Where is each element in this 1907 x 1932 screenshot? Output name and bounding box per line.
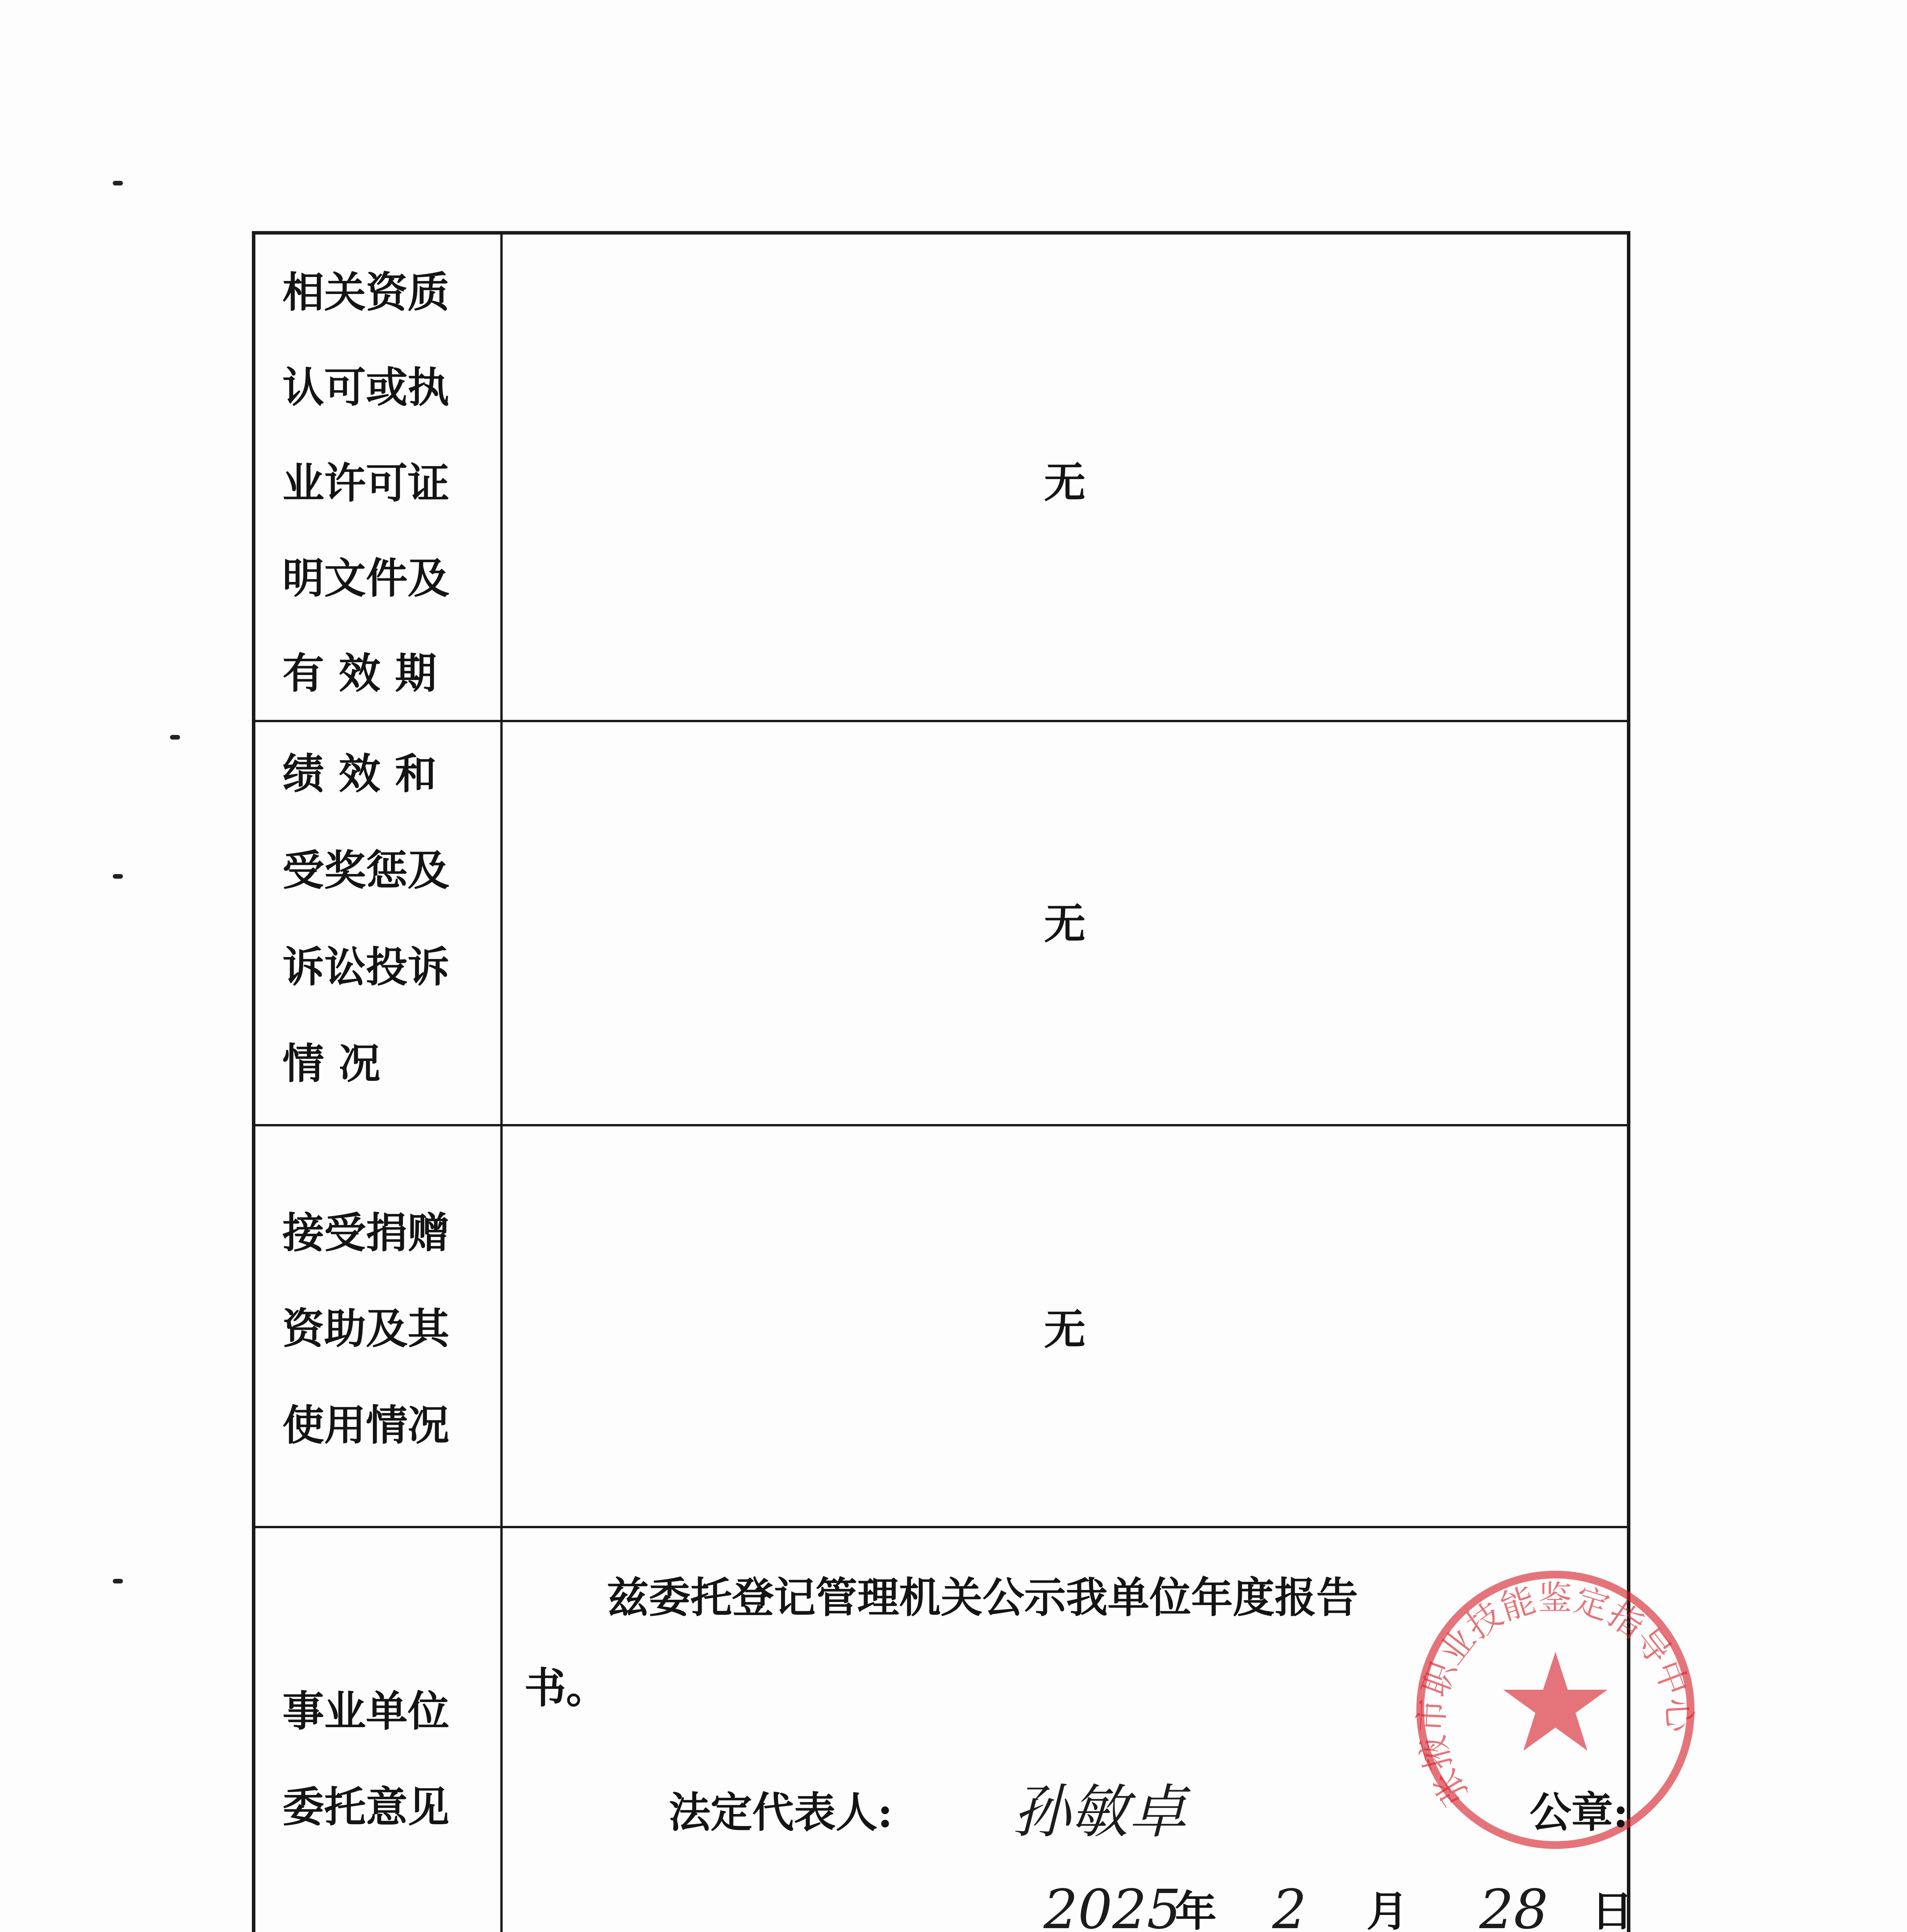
row-label-line: 有 效 期 bbox=[282, 649, 437, 698]
row-label-line: 诉讼投诉 bbox=[282, 943, 450, 992]
row-label-line: 资助及其 bbox=[282, 1304, 450, 1353]
row-label-line: 委托意见 bbox=[282, 1783, 450, 1832]
row-performance bbox=[255, 722, 1627, 1126]
row-value: 无 bbox=[1044, 1305, 1086, 1354]
row-label-line: 使用情况 bbox=[282, 1401, 450, 1450]
row-label-cell bbox=[255, 722, 503, 1124]
row-qualification bbox=[255, 235, 1627, 722]
scan-speck bbox=[170, 735, 180, 740]
entrust-date-month: 2 bbox=[1272, 1878, 1307, 1932]
row-label-line: 受奖惩及 bbox=[282, 846, 450, 895]
entrust-seal-label: 公章: bbox=[1530, 1788, 1628, 1837]
row-value: 无 bbox=[1044, 458, 1086, 507]
legal-rep-label: 法定代表人: bbox=[669, 1788, 893, 1837]
entrust-date-day: 28 bbox=[1479, 1878, 1548, 1932]
entrust-date-year: 2025 bbox=[1044, 1878, 1181, 1932]
row-label-cell bbox=[255, 1528, 503, 1932]
entrust-date-month-unit: 月 bbox=[1367, 1887, 1409, 1932]
row-label-cell bbox=[255, 235, 503, 720]
entrust-seal-text: 张掖市职业技能鉴定指导中心 bbox=[1411, 1578, 1700, 1813]
row-donations bbox=[255, 1126, 1627, 1528]
entrust-statement-line1: 兹委托登记管理机关公示我单位年度报告 bbox=[607, 1573, 1358, 1622]
row-label-line: 接受捐赠 bbox=[282, 1209, 450, 1257]
legal-rep-signature: 孙敏卓 bbox=[1013, 1779, 1187, 1846]
row-value-cell bbox=[503, 1528, 1700, 1932]
row-entrust-opinion bbox=[255, 1528, 1700, 1932]
row-value-cell bbox=[503, 235, 1627, 720]
row-value: 无 bbox=[1044, 900, 1086, 948]
entrust-statement-line2: 书。 bbox=[524, 1664, 608, 1713]
scan-speck bbox=[113, 181, 123, 185]
annual-report-form-table bbox=[252, 231, 1700, 1932]
row-label-line: 绩 效 和 bbox=[282, 750, 437, 798]
row-label-cell bbox=[255, 1126, 503, 1526]
scan-speck bbox=[113, 1579, 123, 1583]
entrust-date-day-unit: 日 bbox=[1591, 1887, 1633, 1932]
row-value-cell bbox=[503, 1126, 1627, 1526]
scan-speck bbox=[113, 874, 123, 879]
row-value-cell bbox=[503, 722, 1627, 1124]
row-label-line: 相关资质 bbox=[282, 268, 450, 317]
row-label-line: 事业单位 bbox=[282, 1687, 450, 1736]
row-label-line: 明文件及 bbox=[282, 554, 450, 603]
row-label-line: 情 况 bbox=[282, 1039, 381, 1088]
entrust-date-year-unit: 年 bbox=[1175, 1887, 1217, 1932]
row-label-line: 业许可证 bbox=[282, 459, 450, 508]
row-label-line: 认可或执 bbox=[282, 363, 450, 412]
